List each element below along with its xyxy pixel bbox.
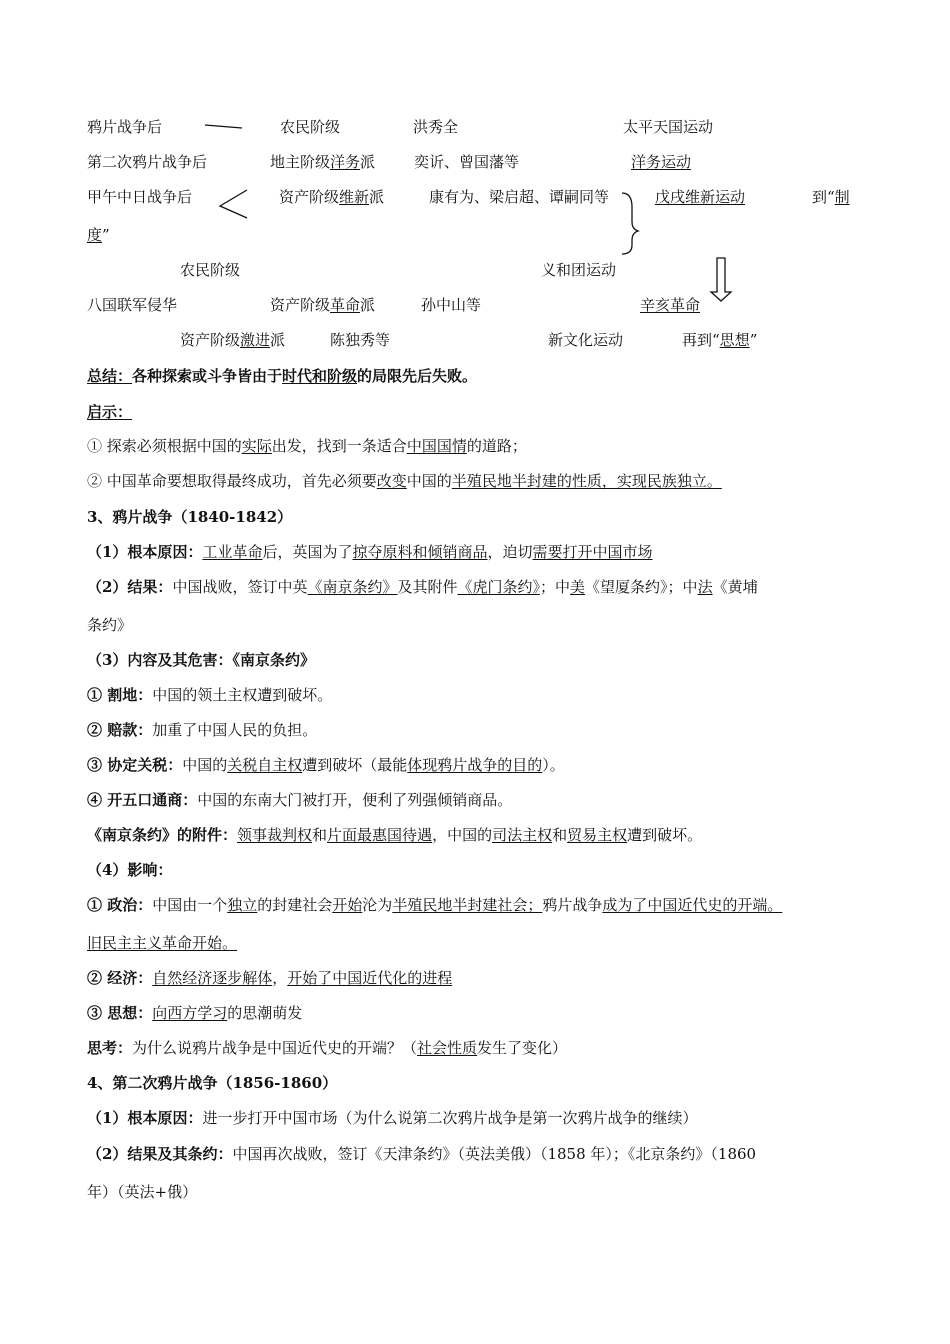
s3-influence-politics: ① 政治：中国由一个独立的封建社会开始沦为半殖民地半封建社会；鸦片战争成为了中国近代史的开端。 <box>87 896 783 914</box>
s3-think: 思考：为什么说鸦片战争是中国近代史的开端？（社会性质发生了变化） <box>87 1039 568 1057</box>
cell-class: 农民阶级 <box>180 261 241 279</box>
insight-title: 启示： <box>87 403 133 421</box>
cell-movement: 辛亥革命 <box>640 296 701 314</box>
s3-influence-heading: （4）影响： <box>87 861 173 879</box>
right-brace <box>622 193 638 254</box>
s3-content-2: ② 赔款：加重了中国人民的负担。 <box>87 721 318 739</box>
cell-leader: 孙中山等 <box>421 296 482 314</box>
cell-note: 到“制 <box>812 188 850 206</box>
s3-result: （2）结果：中国战败，签订中英《南京条约》及其附件《虎门条约》；中美《望厦条约》；中法《黄埔 <box>87 578 758 596</box>
cell-period: 八国联军侵华 <box>87 296 178 314</box>
down-arrow-icon <box>711 258 731 301</box>
insight-item-1: ① 探索必须根据中国的实际出发，找到一条适合中国国情的道路； <box>87 437 527 455</box>
s4-result: （2）结果及其条约：中国再次战败，签订《天津条约》（英法美俄）（1858 年）；《北京条约》（1860 <box>87 1145 757 1163</box>
cell-class: 地主阶级洋务派 <box>270 153 376 171</box>
cell-movement: 义和团运动 <box>541 261 617 279</box>
cell-movement: 新文化运动 <box>548 331 624 349</box>
cell-class: 资产阶级激进派 <box>180 331 286 349</box>
cell-leader: 奕䜣、曾国藩等 <box>414 153 520 171</box>
s3-content-heading: （3）内容及其危害：《南京条约》 <box>87 651 315 669</box>
cell-leader: 陈独秀等 <box>330 331 391 349</box>
s3-attachment: 《南京条约》的附件：领事裁判权和片面最惠国待遇，中国的司法主权和贸易主权遭到破坏。 <box>87 826 703 844</box>
cell-class: 资产阶级革命派 <box>270 296 376 314</box>
s4-cause: （1）根本原因：进一步打开中国市场（为什么说第二次鸦片战争是第一次鸦片战争的继续） <box>87 1109 698 1127</box>
s3-influence-economy: ② 经济：自然经济逐步解体，开始了中国近代化的进程 <box>87 969 453 987</box>
cell-class: 资产阶级维新派 <box>279 188 385 206</box>
cell-period: 鸦片战争后 <box>87 118 163 136</box>
s4-result-cont: 年）（英法+俄） <box>87 1183 198 1201</box>
insight-item-2: ② 中国革命要想取得最终成功，首先必须要改变中国的半殖民地半封建的性质，实现民族独立。 <box>87 472 722 490</box>
cell-note-cont: 度” <box>87 226 110 244</box>
s3-content-1: ① 割地：中国的领土主权遭到破坏。 <box>87 686 333 704</box>
cell-period: 第二次鸦片战争后 <box>87 153 208 171</box>
section-3-heading: 3、鸦片战争（1840-1842） <box>87 508 293 526</box>
s3-influence-politics-cont: 旧民主主义革命开始。 <box>87 934 238 952</box>
s3-content-3: ③ 协定关税：中国的关税自主权遭到破坏（最能体现鸦片战争的目的）。 <box>87 756 565 774</box>
s3-result-cont: 条约》 <box>87 616 133 634</box>
section-4-heading: 4、第二次鸦片战争（1856-1860） <box>87 1074 338 1092</box>
cell-note: 再到“思想” <box>682 331 758 349</box>
s3-cause: （1）根本原因：工业革命后，英国为了掠夺原料和倾销商品，迫切需要打开中国市场 <box>87 543 653 561</box>
s3-influence-thought: ③ 思想：向西方学习的思潮萌发 <box>87 1004 303 1022</box>
connector-line-1 <box>205 125 242 128</box>
cell-movement: 太平天国运动 <box>623 118 714 136</box>
fork-connector <box>220 190 247 218</box>
cell-period: 甲午中日战争后 <box>87 188 193 206</box>
summary: 总结：各种探索或斗争皆由于时代和阶级的局限先后失败。 <box>87 367 478 385</box>
s3-content-4: ④ 开五口通商：中国的东南大门被打开，便利了列强倾销商品。 <box>87 791 513 809</box>
cell-class: 农民阶级 <box>280 118 341 136</box>
cell-leader: 洪秀全 <box>413 118 459 136</box>
cell-movement: 洋务运动 <box>631 153 692 171</box>
cell-movement: 戊戌维新运动 <box>655 188 746 206</box>
cell-leader: 康有为、梁启超、谭嗣同等 <box>429 188 610 206</box>
